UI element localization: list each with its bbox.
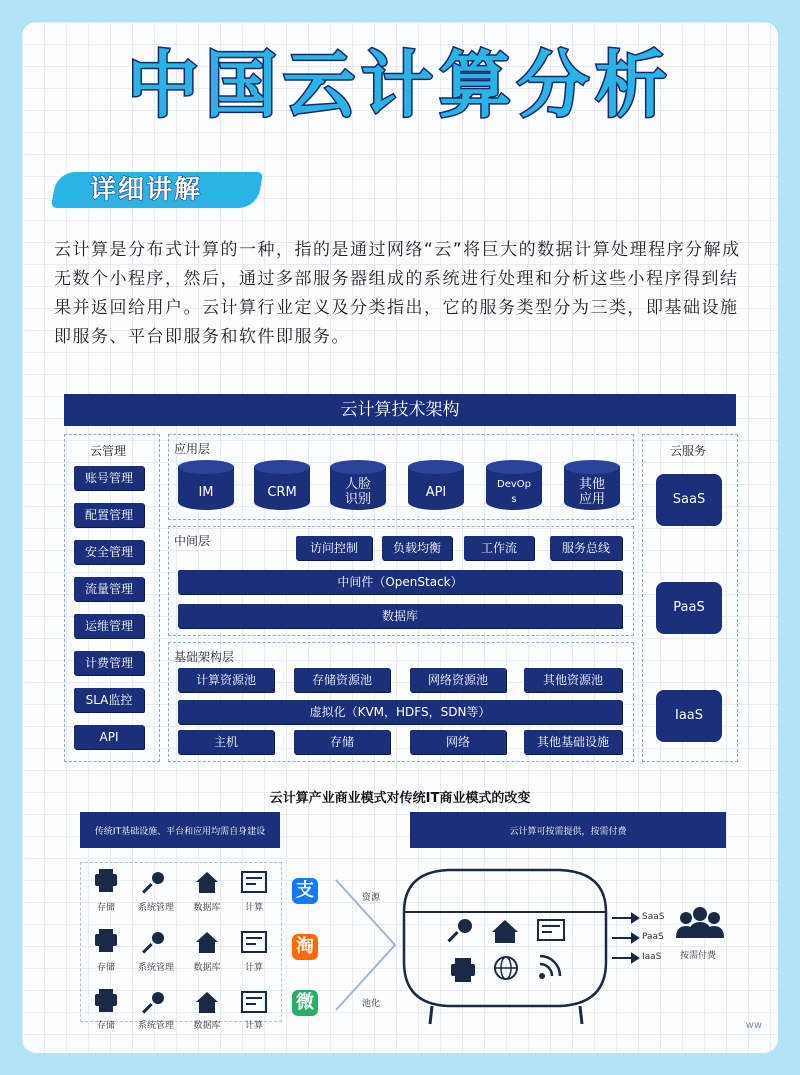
middle-item: 工作流: [464, 536, 534, 560]
icon-label: 数据库: [193, 963, 221, 973]
middle-layer-label: 中间层: [174, 534, 211, 548]
app-cylinder: DevOp s: [486, 460, 542, 512]
pay-label: 按需付费: [680, 951, 717, 961]
watermark: ww: [745, 1020, 762, 1031]
hardware-item: 存储: [294, 730, 390, 754]
intro-paragraph: 云计算是分布式计算的一种，指的是通过网络“云”将巨大的数据计算处理程序分解成无数个小程序，然后，通过多部服务器组成的系统进行处理和分析这些小程序得到结果并返回给用户。云计算行业定义及分类指出，它的服务类型分为三类，即基础设施即服务、平台即服务和软件即服务。: [54, 240, 741, 347]
output-iaas: IaaS: [642, 952, 662, 962]
icon-label: 数据库: [193, 903, 221, 913]
mgmt-item: API: [74, 725, 144, 749]
cloud-mgmt-label: 云管理: [90, 444, 127, 458]
hardware-item: 其他基础设施: [524, 730, 622, 754]
output-paas: PaaS: [642, 932, 664, 942]
mgmt-item: 安全管理: [74, 540, 144, 564]
pooling-label: 池化: [362, 999, 381, 1009]
saas-box: SaaS: [656, 474, 722, 526]
icon-label: 存储: [96, 963, 115, 973]
resource-label: 资源: [362, 893, 381, 903]
icon-label: 存储: [96, 1021, 115, 1031]
app-layer-label: 应用层: [174, 442, 211, 456]
pool-item: 存储资源池: [294, 668, 390, 692]
app-cylinder: CRM: [254, 460, 310, 512]
app-cylinder: 人脸 识别: [330, 460, 386, 512]
app-cylinder: IM: [178, 460, 234, 512]
hardware-item: 主机: [178, 730, 274, 754]
pool-item: 计算资源池: [178, 668, 274, 692]
middle-item: 访问控制: [296, 536, 372, 560]
icon-label: 计算: [244, 963, 263, 973]
icon-label: 计算: [244, 1021, 263, 1031]
business-model-title: 云计算产业商业模式对传统IT商业模式的改变: [269, 791, 531, 806]
wechat-icon: 微: [292, 990, 318, 1016]
paas-box: PaaS: [656, 582, 722, 634]
icon-label: 计算: [244, 903, 263, 913]
icon-label: 数据库: [193, 1021, 221, 1031]
infra-layer-label: 基础架构层: [174, 650, 235, 664]
mgmt-item: SLA监控: [74, 688, 144, 712]
mgmt-item: 账号管理: [74, 466, 144, 490]
virtualization-bar: 虚拟化（KVM，HDFS，SDN等）: [178, 700, 622, 724]
middle-item: 负载均衡: [382, 536, 452, 560]
cloud-pay-box: 云计算可按需提供，按需付费: [410, 812, 726, 848]
icon-label: 系统管理: [137, 1021, 174, 1031]
icon-label: 系统管理: [137, 963, 174, 973]
architecture-diagram: [64, 394, 736, 760]
mgmt-item: 计费管理: [74, 651, 144, 675]
output-saas: SaaS: [642, 912, 665, 922]
pool-item: 网络资源池: [410, 668, 506, 692]
app-cylinder: 其他 应用: [564, 460, 620, 512]
iaas-box: IaaS: [656, 690, 722, 742]
architecture-header: 云计算技术架构: [64, 394, 736, 426]
mgmt-item: 配置管理: [74, 503, 144, 527]
database-bar: 数据库: [178, 604, 622, 628]
page-title: 中国云计算分析: [126, 43, 673, 127]
icon-label: 存储: [96, 903, 115, 913]
middleware-bar: 中间件（OpenStack）: [178, 570, 622, 594]
taobao-icon: 淘: [292, 934, 318, 960]
traditional-icons-panel: [80, 862, 282, 1022]
icon-label: 系统管理: [137, 903, 174, 913]
traditional-it-box: 传统IT基础设施、平台和应用均需自身建设: [80, 812, 280, 848]
mgmt-item: 流量管理: [74, 577, 144, 601]
middle-item: 服务总线: [550, 536, 622, 560]
pool-item: 其他资源池: [524, 668, 622, 692]
cloud-service-label: 云服务: [670, 444, 707, 458]
mgmt-item: 运维管理: [74, 614, 144, 638]
app-cylinder: API: [408, 460, 464, 512]
hardware-item: 网络: [410, 730, 506, 754]
subtitle: 详细讲解: [90, 175, 203, 205]
alipay-icon: 支: [292, 878, 318, 904]
